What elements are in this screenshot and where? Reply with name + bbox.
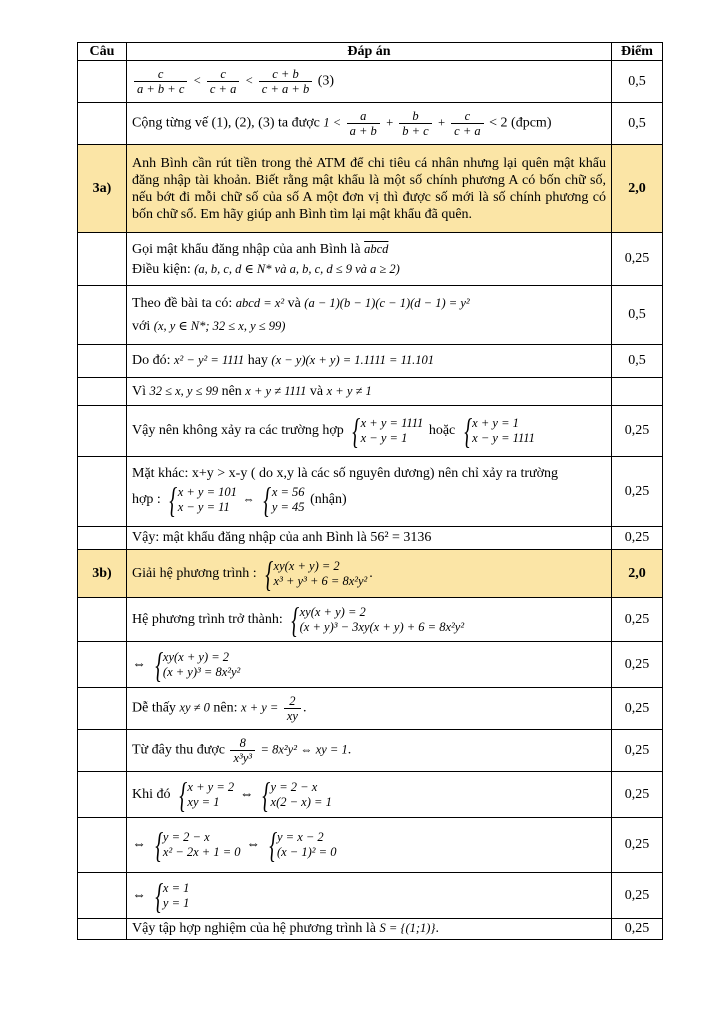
equation-system: { x + y = 2 xy = 1 bbox=[179, 774, 235, 815]
question-row-3a bbox=[78, 145, 663, 233]
answer-text: nên bbox=[221, 383, 242, 399]
equation-system: { xy(x + y) = 2 (x + y)³ − 3xy(x + y) + 6 = 8x²y² bbox=[291, 599, 465, 640]
answer-text: Điều kiện: bbox=[132, 261, 191, 277]
header-diem: Điểm bbox=[612, 43, 663, 61]
table-header bbox=[78, 43, 663, 61]
equation-system: { y = 2 − x x(2 − x) = 1 bbox=[262, 774, 332, 815]
answer-text: và bbox=[309, 383, 324, 399]
math-expr: abcd = x² bbox=[235, 296, 285, 310]
question-text: Giải hệ phương trình : { xy(x + y) = 2 x³ + y³ + 6 = 8x²y² . bbox=[127, 550, 612, 598]
math-expr: 32 ≤ x, y ≤ 99 bbox=[149, 383, 219, 398]
answer-text: Khi đó bbox=[132, 786, 171, 802]
cau-cell bbox=[78, 527, 127, 550]
table-row bbox=[78, 873, 663, 919]
cau-cell bbox=[78, 406, 127, 457]
score-cell: 0,25 bbox=[612, 233, 663, 286]
score-cell: 0,5 bbox=[612, 286, 663, 345]
answer-cell bbox=[127, 286, 612, 345]
fraction: $\frac{c}{c + a}$ bbox=[451, 109, 483, 138]
equation-system: { xy(x + y) = 2 (x + y)³ = 8x²y² bbox=[154, 644, 241, 685]
table-row bbox=[78, 457, 663, 527]
answer-text: hay bbox=[247, 353, 268, 368]
equation-system: { x + y = 1 x − y = 1111 bbox=[463, 411, 535, 451]
score-cell: 0,5 bbox=[612, 61, 663, 103]
equation-system: { x = 56 y = 45 bbox=[263, 480, 305, 520]
answer-cell bbox=[127, 873, 612, 919]
answer-cell: Từ đây thu được $\frac{8}{\text{x³y³}}$ = 8x²y² ⇔ xy = 1. bbox=[127, 730, 612, 772]
answer-text: với bbox=[132, 319, 151, 334]
fraction: $\frac{b}{b + c}$ bbox=[399, 109, 431, 138]
score-cell bbox=[612, 378, 663, 406]
fraction: $\frac{a}{a + b}$ bbox=[347, 109, 380, 138]
cau-cell bbox=[78, 730, 127, 772]
table-row bbox=[78, 527, 663, 550]
answer-text: (nhận) bbox=[310, 492, 347, 508]
answer-cell bbox=[127, 818, 612, 873]
score-cell: 0,25 bbox=[612, 730, 663, 772]
answer-text: hợp : bbox=[132, 492, 161, 508]
table-row bbox=[78, 919, 663, 940]
answer-text: Gọi mật khẩu đăng nhập của anh Bình là bbox=[132, 241, 361, 257]
answer-cell bbox=[127, 378, 612, 406]
cau-cell bbox=[78, 598, 127, 642]
score-cell: 0,25 bbox=[612, 818, 663, 873]
cau-cell bbox=[78, 103, 127, 145]
score-cell: 0,25 bbox=[612, 457, 663, 527]
fraction: $\frac{c}{a + b + c}$ bbox=[134, 67, 187, 96]
answer-cell: Mặt khác: x+y > x-y ( do x,y là các số nguyên dương) nên chỉ xảy ra trường hợp : { x + y = 101 x − y = 11 ⇔ { x = 56 y = 45 (nhận) bbox=[127, 457, 612, 527]
answer-cell bbox=[127, 772, 612, 818]
score-cell: 0,25 bbox=[612, 527, 663, 550]
table-row bbox=[78, 103, 663, 145]
fraction: $\frac{2}{xy}$ bbox=[284, 694, 301, 723]
fraction: $\frac{c + b}{c + a + b}$ bbox=[259, 67, 312, 96]
answer-cell bbox=[127, 642, 612, 688]
answer-cell bbox=[127, 406, 612, 457]
cau-cell: 3b) bbox=[78, 550, 127, 598]
math-expr: xy ≠ 0 bbox=[179, 700, 210, 715]
math-expr: x + y ≠ 1111 bbox=[245, 383, 307, 398]
math-expr: = 8x²y² ⇔ xy = 1 bbox=[260, 742, 348, 757]
score-cell: 0,25 bbox=[612, 772, 663, 818]
answer-text: nên: bbox=[213, 700, 238, 716]
answer-text: Cộng từng vế (1), (2), (3) ta được bbox=[132, 115, 320, 131]
equation-system: { y = x − 2 (x − 1)² = 0 bbox=[268, 825, 337, 865]
answer-cell: Dễ thấy xy ≠ 0 nên: x + y = $\frac{2}{xy}$ . bbox=[127, 688, 612, 730]
equivalence-arrow: ⇔ bbox=[132, 656, 146, 672]
table-row bbox=[78, 233, 663, 286]
answer-text: Vậy tập hợp nghiệm của hệ phương trình là bbox=[132, 921, 377, 936]
table-row bbox=[78, 286, 663, 345]
answer-cell bbox=[127, 598, 612, 642]
score-cell: 0,25 bbox=[612, 873, 663, 919]
answer-cell bbox=[127, 345, 612, 378]
question-row-3b bbox=[78, 550, 663, 598]
equivalence-arrow: ⇔ bbox=[132, 887, 146, 903]
equation-system: { y = 2 − x x² − 2x + 1 = 0 bbox=[154, 825, 241, 865]
answer-text: Từ đây thu được bbox=[132, 742, 225, 758]
answer-text: Giải hệ phương trình : bbox=[132, 565, 257, 581]
cau-cell bbox=[78, 61, 127, 103]
answer-text: Mặt khác: x+y > x-y ( do x,y là các số nguyên dương) nên chỉ xảy ra trường bbox=[132, 466, 558, 481]
header-cau: Câu bbox=[78, 43, 127, 61]
equation-system: { x + y = 101 x − y = 11 bbox=[169, 480, 237, 520]
table-row bbox=[78, 406, 663, 457]
score-cell: 0,5 bbox=[612, 345, 663, 378]
cau-cell bbox=[78, 688, 127, 730]
answer-cell: Vậy tập hợp nghiệm của hệ phương trình là S = {(1;1)}. bbox=[127, 919, 612, 940]
answer-text: Hệ phương trình trở thành: bbox=[132, 611, 283, 627]
cau-cell bbox=[78, 345, 127, 378]
equation-system: { xy(x + y) = 2 x³ + y³ + 6 = 8x²y² bbox=[265, 553, 368, 594]
score-cell: 0,25 bbox=[612, 919, 663, 940]
score-cell: 0,25 bbox=[612, 688, 663, 730]
fraction: $\frac{8}{\text{x³y³}}$ bbox=[230, 736, 255, 765]
math-expr: (x, y ∈ N*; 32 ≤ x, y ≤ 99) bbox=[153, 319, 286, 333]
cau-cell bbox=[78, 642, 127, 688]
equivalence-arrow: ⇔ bbox=[246, 837, 261, 853]
equation-label: (3) bbox=[317, 73, 335, 89]
cau-cell bbox=[78, 919, 127, 940]
table-row bbox=[78, 730, 663, 772]
math-expr: (a − 1)(b − 1)(c − 1)(d − 1) = y² bbox=[304, 296, 470, 310]
math-expr: abcd bbox=[364, 241, 389, 256]
math-expr: x² − y² = 1111 bbox=[174, 353, 245, 367]
table-row bbox=[78, 345, 663, 378]
table-row bbox=[78, 642, 663, 688]
answer-text: Do đó: bbox=[132, 353, 171, 368]
score-cell: 0,25 bbox=[612, 598, 663, 642]
table-row bbox=[78, 818, 663, 873]
question-text: Anh Bình cần rút tiền trong thẻ ATM để chi tiêu cá nhân nhưng lại quên mật khẩu đăng nhập tài khoản. Biết rằng mật khẩu là một số chính phương A có bốn chữ số, nếu bớt đi mỗi chữ số của số A một đơn vị thì được số mới là số chính phương có bốn chữ số. Em hãy giúp anh Bình tìm lại mật khẩu đã quên. bbox=[127, 145, 612, 233]
equivalence-arrow: ⇔ bbox=[239, 786, 254, 802]
answer-cell: $\frac{c}{a + b + c}$ < $\frac{c}{c + a}$ < $\frac{c + b}{c + a + b}$ (3) bbox=[127, 61, 612, 103]
equation-system: { x = 1 y = 1 bbox=[154, 875, 190, 916]
answer-text: Vậy nên không xảy ra các trường hợp bbox=[132, 423, 344, 439]
cau-cell bbox=[78, 457, 127, 527]
answer-text: Vì bbox=[132, 383, 146, 399]
answer-text: < 2 (đpcm) bbox=[489, 115, 552, 131]
answer-text: Theo đề bài ta có: bbox=[132, 296, 233, 311]
answer-text: hoặc bbox=[428, 423, 456, 439]
score-cell: 2,0 bbox=[612, 550, 663, 598]
score-cell: 0,5 bbox=[612, 103, 663, 145]
answer-cell bbox=[127, 233, 612, 286]
answer-cell: Vậy: mật khẩu đăng nhập của anh Bình là 56² = 3136 bbox=[127, 527, 612, 550]
cau-cell bbox=[78, 378, 127, 406]
score-cell: 2,0 bbox=[612, 145, 663, 233]
cau-cell bbox=[78, 772, 127, 818]
table-row bbox=[78, 61, 663, 103]
math-expr: S = {(1;1)} bbox=[379, 921, 436, 935]
answer-cell: Cộng từng vế (1), (2), (3) ta được 1 < $\frac{a}{a + b}$ + $\frac{b}{b + c}$ + $\frac{c}{c + a}$ < 2 (đpcm) bbox=[127, 103, 612, 145]
math-expr: x + y = bbox=[241, 700, 279, 715]
score-cell: 0,25 bbox=[612, 406, 663, 457]
header-dap-an: Đáp án bbox=[127, 43, 612, 61]
fraction: $\frac{c}{c + a}$ bbox=[207, 67, 239, 96]
table-row bbox=[78, 772, 663, 818]
cau-cell bbox=[78, 873, 127, 919]
math-expr: x + y ≠ 1 bbox=[326, 383, 372, 398]
table-row bbox=[78, 378, 663, 406]
cau-cell: 3a) bbox=[78, 145, 127, 233]
cau-cell bbox=[78, 233, 127, 286]
table-row bbox=[78, 688, 663, 730]
cau-cell bbox=[78, 286, 127, 345]
equation-system: { x + y = 1111 x − y = 1 bbox=[352, 411, 424, 451]
answer-text: Dễ thấy bbox=[132, 700, 176, 716]
answer-text: và bbox=[287, 296, 301, 311]
equivalence-arrow: ⇔ bbox=[132, 837, 146, 853]
cau-cell bbox=[78, 818, 127, 873]
math-expr: (a, b, c, d ∈ N* và a, b, c, d ≤ 9 và a ≥ 2) bbox=[194, 261, 400, 276]
math-expr: (x − y)(x + y) = 1.1111 = 11.101 bbox=[271, 353, 435, 367]
answer-table bbox=[77, 42, 663, 940]
table-row bbox=[78, 598, 663, 642]
score-cell: 0,25 bbox=[612, 642, 663, 688]
